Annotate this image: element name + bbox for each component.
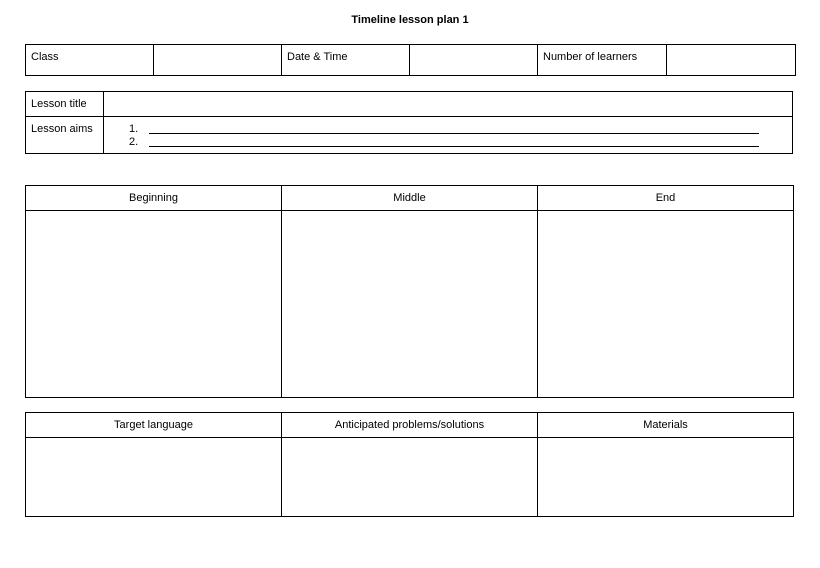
target-language-field[interactable] <box>26 438 282 517</box>
middle-header: Middle <box>282 186 538 211</box>
lesson-title-field[interactable] <box>104 92 793 117</box>
aim-underline <box>149 146 759 147</box>
number-of-learners-field[interactable] <box>667 45 796 76</box>
materials-header: Materials <box>538 413 794 438</box>
number-of-learners-label: Number of learners <box>538 45 667 76</box>
end-header: End <box>538 186 794 211</box>
lesson-aims-list <box>109 123 792 153</box>
lesson-aim-2[interactable] <box>129 136 759 149</box>
lesson-aim-1[interactable] <box>129 123 759 136</box>
aim-underline <box>149 133 759 134</box>
class-label: Class <box>26 45 154 76</box>
date-time-field[interactable] <box>410 45 538 76</box>
date-time-label: Date & Time <box>282 45 410 76</box>
lesson-aims-field <box>104 117 793 154</box>
materials-field[interactable] <box>538 438 794 517</box>
target-language-header: Target language <box>26 413 282 438</box>
lesson-table <box>25 91 793 154</box>
lesson-title-label: Lesson title <box>26 92 104 117</box>
aim-number: 1. <box>129 123 139 135</box>
beginning-field[interactable] <box>26 211 282 398</box>
planning-table <box>25 412 794 517</box>
lesson-stages-table <box>25 185 794 398</box>
end-field[interactable] <box>538 211 794 398</box>
class-info-table <box>25 44 796 76</box>
middle-field[interactable] <box>282 211 538 398</box>
anticipated-problems-header: Anticipated problems/solutions <box>282 413 538 438</box>
document-title: Timeline lesson plan 1 <box>351 14 469 26</box>
lesson-aims-label: Lesson aims <box>26 117 104 154</box>
beginning-header: Beginning <box>26 186 282 211</box>
anticipated-problems-field[interactable] <box>282 438 538 517</box>
class-field[interactable] <box>154 45 282 76</box>
aim-number: 2. <box>129 136 139 148</box>
